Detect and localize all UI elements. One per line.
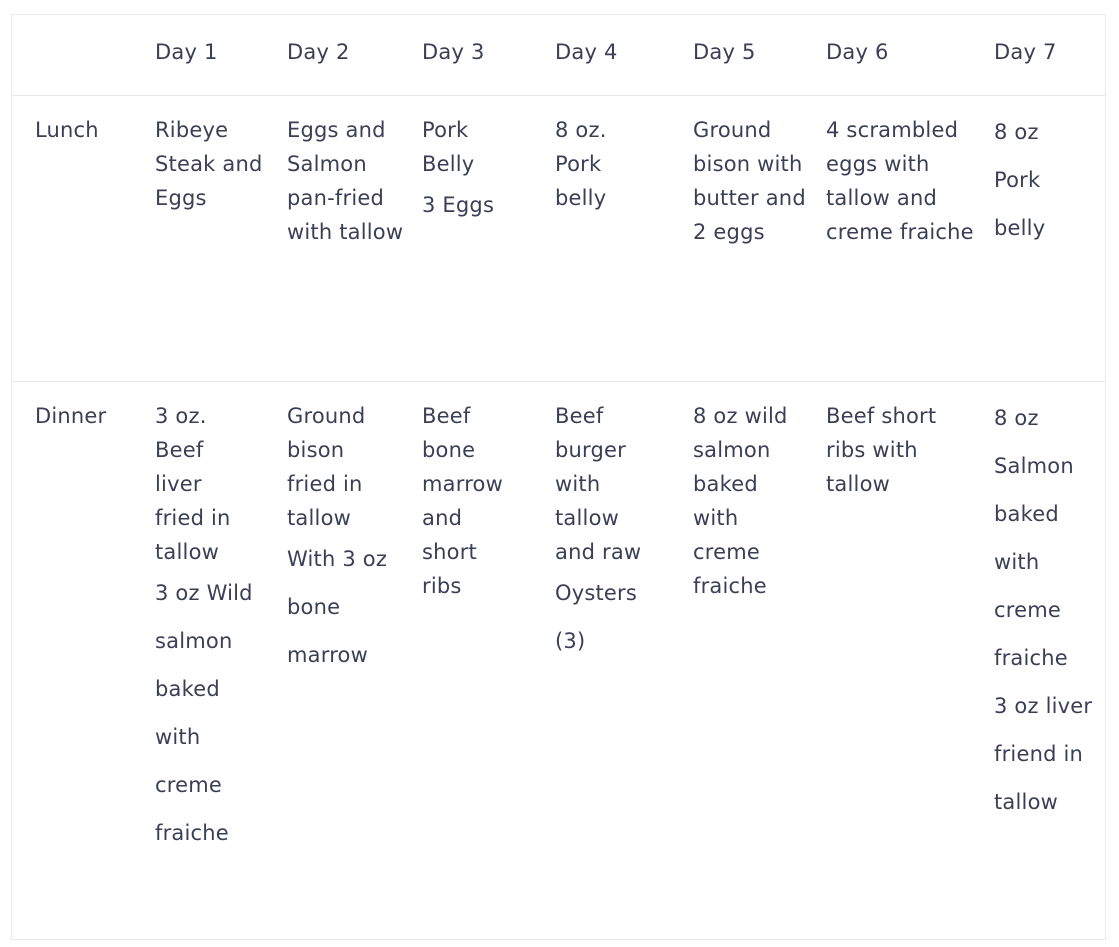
dinner-day-2-extra: With 3 oz bone marrow [287,547,388,667]
lunch-day-5: Ground bison with butter and 2 eggs [693,118,806,244]
header-day-4: Day 4 [555,40,618,64]
dinner-day-7-extra: 3 oz liver friend in tallow [994,694,1093,814]
row-label-lunch: Lunch [35,118,99,142]
lunch-day-6: 4 scrambled eggs with tallow and creme fraiche [826,118,974,244]
dinner-day-7 [994,399,1104,826]
header-day-3: Day 3 [422,40,485,64]
dinner-day-2-main: Ground bison fried in tallow [287,404,366,530]
lunch-day-3-main: Pork Belly [422,118,475,176]
header-day-2: Day 2 [287,40,350,64]
header-day-7: Day 7 [994,40,1057,64]
row-label-dinner: Dinner [35,404,107,428]
header-day-5: Day 5 [693,40,756,64]
lunch-day-7-cell [994,113,1104,252]
meal-plan-table [11,14,1106,940]
table-header-row [12,15,1105,96]
lunch-day-1: Ribeye Steak and Eggs [155,118,263,210]
dinner-day-3: Beef bone marrow and short ribs [422,404,503,598]
dinner-day-7-main: 8 oz Salmon baked with creme fraiche [994,406,1074,670]
dinner-day-4-extra: Oysters (3) [555,581,638,653]
dinner-day-6: Beef short ribs with tallow [826,404,937,496]
lunch-day-3-extra: 3 Eggs [422,193,495,217]
dinner-day-4 [555,399,685,665]
lunch-day-3 [422,113,547,222]
lunch-day-7: 8 oz Pork belly [994,120,1046,240]
table-row-dinner [12,382,1105,941]
dinner-day-1 [155,399,280,857]
lunch-day-4: 8 oz. Pork belly [555,118,607,210]
header-day-1: Day 1 [155,40,218,64]
dinner-day-5: 8 oz wild salmon baked with creme fraiche [693,404,788,598]
header-day-6: Day 6 [826,40,889,64]
lunch-day-2: Eggs and Salmon pan-fried with tallow [287,118,404,244]
dinner-day-4-main: Beef burger with tallow and raw [555,404,642,564]
table-row-lunch [12,96,1105,382]
dinner-day-1-extra: 3 oz Wild salmon baked with creme fraiche [155,581,253,845]
dinner-day-2 [287,399,412,679]
dinner-day-1-main: 3 oz. Beef liver fried in tallow [155,404,231,564]
